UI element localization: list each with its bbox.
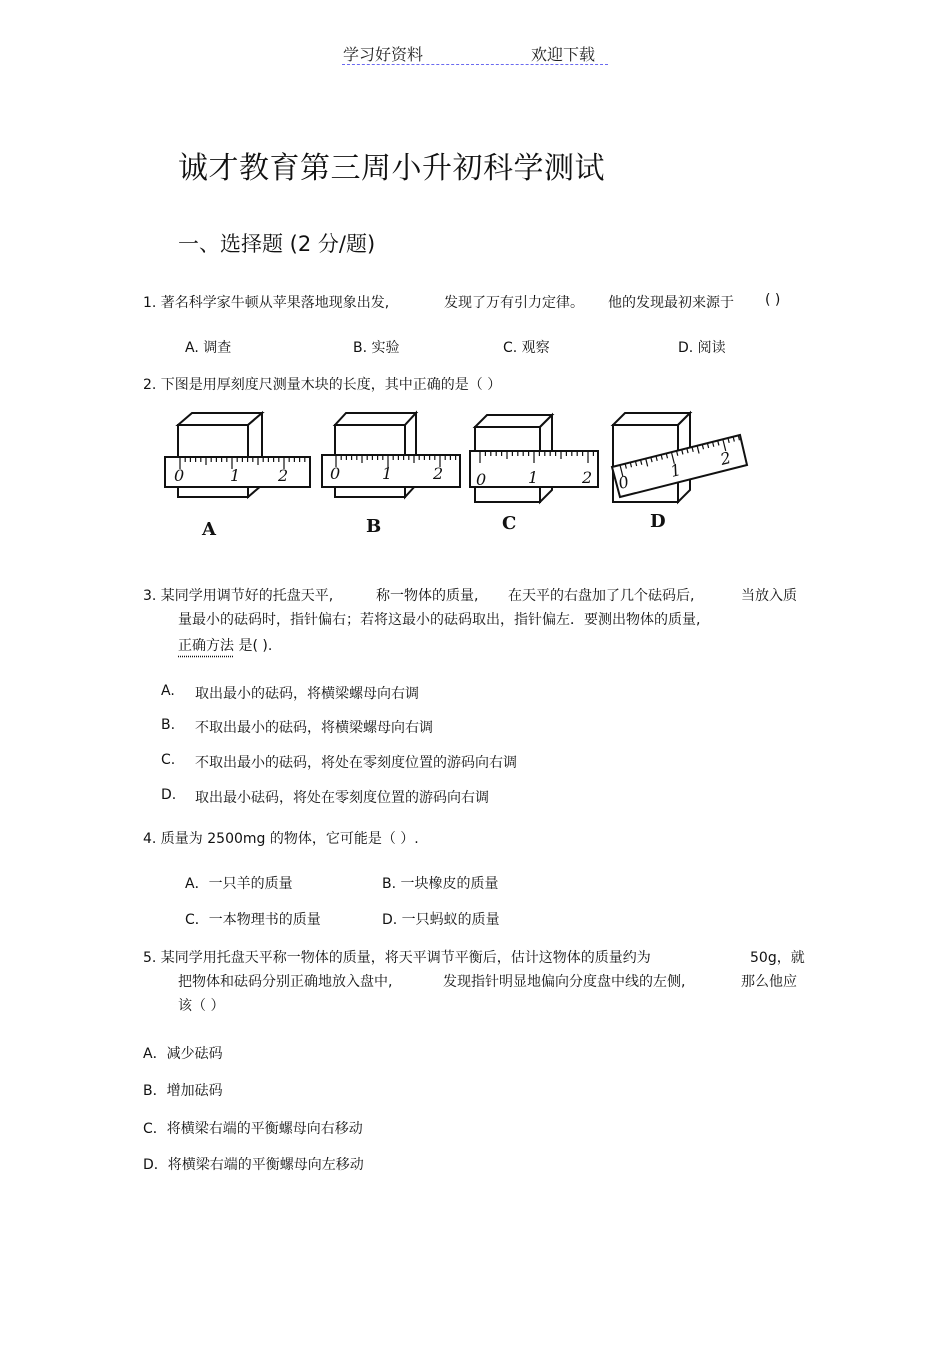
- ruler-figure: [150, 405, 760, 545]
- q1-part-3: 他的发现最初来源于: [608, 295, 734, 311]
- q1-option-a: A. 调查: [185, 340, 232, 356]
- header-right: 欢迎下载: [531, 45, 596, 64]
- q5-line-1: 5. 某同学用托盘天平称一物体的质量，将天平调节平衡后，估计这物体的质量约为: [143, 950, 651, 966]
- q1-part-2: 发现了万有引力定律。: [444, 295, 584, 311]
- q3-option-d: 取出最小砝码，将处在零刻度位置的游码向右调: [195, 790, 489, 806]
- q3-option-a: 取出最小的砝码，将横梁螺母向右调: [195, 686, 419, 702]
- q5-option-a: A．减少砝码: [143, 1046, 223, 1062]
- q1-option-c: C. 观察: [503, 340, 550, 356]
- q3-emphasis: 正确方法: [178, 638, 234, 654]
- q3-option-b-letter: B.: [161, 717, 176, 733]
- q3-line-2: 量最小的砝码时，指针偏右；若将这最小的砝码取出，指针偏左．要测出物体的质量,: [178, 612, 701, 628]
- figure-c-tick-2: 2: [582, 468, 593, 487]
- figure-b-tick-2: 2: [433, 464, 444, 483]
- q3-part-2: 称一物体的质量,: [376, 588, 479, 604]
- q1-option-b: B. 实验: [353, 340, 400, 356]
- q3-option-c-letter: C.: [161, 752, 176, 768]
- q4-option-c: C．一本物理书的质量: [185, 912, 321, 928]
- figure-d-tick-1: 1: [668, 459, 683, 481]
- figure-d-tick-0: 0: [616, 471, 631, 493]
- figure-label-a: A: [202, 519, 216, 540]
- q3-part-1: 3. 某同学用调节好的托盘天平,: [143, 588, 334, 604]
- q5-option-c: C．将横梁右端的平衡螺母向右移动: [143, 1121, 363, 1137]
- q3-part-4: 当放入质: [741, 588, 797, 604]
- figure-label-c: C: [502, 513, 517, 534]
- header-left: 学习好资料: [343, 45, 424, 64]
- q3-option-d-letter: D.: [161, 787, 177, 803]
- q5-line-2-b: 发现指针明显地偏向分度盘中线的左侧,: [443, 974, 686, 990]
- q3-line-3: [178, 635, 272, 655]
- figure-a-tick-1: 1: [230, 466, 241, 485]
- q4-option-b: B. 一块橡皮的质量: [382, 876, 499, 892]
- figure-label-d: D: [650, 511, 666, 532]
- q5-line-3: 该（ ）: [178, 998, 225, 1014]
- q5-line-1-end: 50g，就: [750, 950, 805, 966]
- page-title: 诚才教育第三周小升初科学测试: [178, 151, 605, 186]
- section-heading: 一、选择题 (2 分/题): [178, 232, 376, 256]
- q5-line-2-c: 那么他应: [741, 974, 797, 990]
- q4-option-d: D. 一只蚂蚁的质量: [382, 912, 500, 928]
- figure-b-tick-0: 0: [330, 464, 341, 483]
- figure-c-tick-1: 1: [528, 468, 539, 487]
- q3-option-a-letter: A.: [161, 683, 175, 699]
- q3-part-3: 在天平的右盘加了几个砝码后,: [508, 588, 695, 604]
- q5-option-d: D．将横梁右端的平衡螺母向左移动: [143, 1157, 364, 1173]
- q1-part-1: 1. 著名科学家牛顿从苹果落地现象出发,: [143, 295, 390, 311]
- figure-a-tick-2: 2: [278, 466, 289, 485]
- figure-label-b: B: [366, 516, 382, 537]
- figure-d-tick-2: 2: [718, 447, 733, 469]
- header-divider: [342, 64, 608, 65]
- q1-option-d: D. 阅读: [678, 340, 726, 356]
- q1-answer-paren: ( ): [765, 292, 781, 308]
- figure-a-tick-0: 0: [174, 466, 185, 485]
- q3-option-c: 不取出最小的砝码，将处在零刻度位置的游码向右调: [195, 755, 517, 771]
- q2-text: 2. 下图是用厚刻度尺测量木块的长度，其中正确的是（ ）: [143, 377, 502, 393]
- q3-line-3-rest: 是( ).: [234, 638, 273, 654]
- q3-option-b: 不取出最小的砝码，将横梁螺母向右调: [195, 720, 433, 736]
- q5-line-2-a: 把物体和砝码分别正确地放入盘中,: [178, 974, 393, 990]
- q4-text: 4. 质量为 2500mg 的物体，它可能是（ ）.: [143, 831, 419, 847]
- q4-option-a: A．一只羊的质量: [185, 876, 293, 892]
- figure-c-tick-0: 0: [476, 470, 487, 489]
- figure-b-tick-1: 1: [382, 464, 393, 483]
- q5-option-b: B．增加砝码: [143, 1083, 223, 1099]
